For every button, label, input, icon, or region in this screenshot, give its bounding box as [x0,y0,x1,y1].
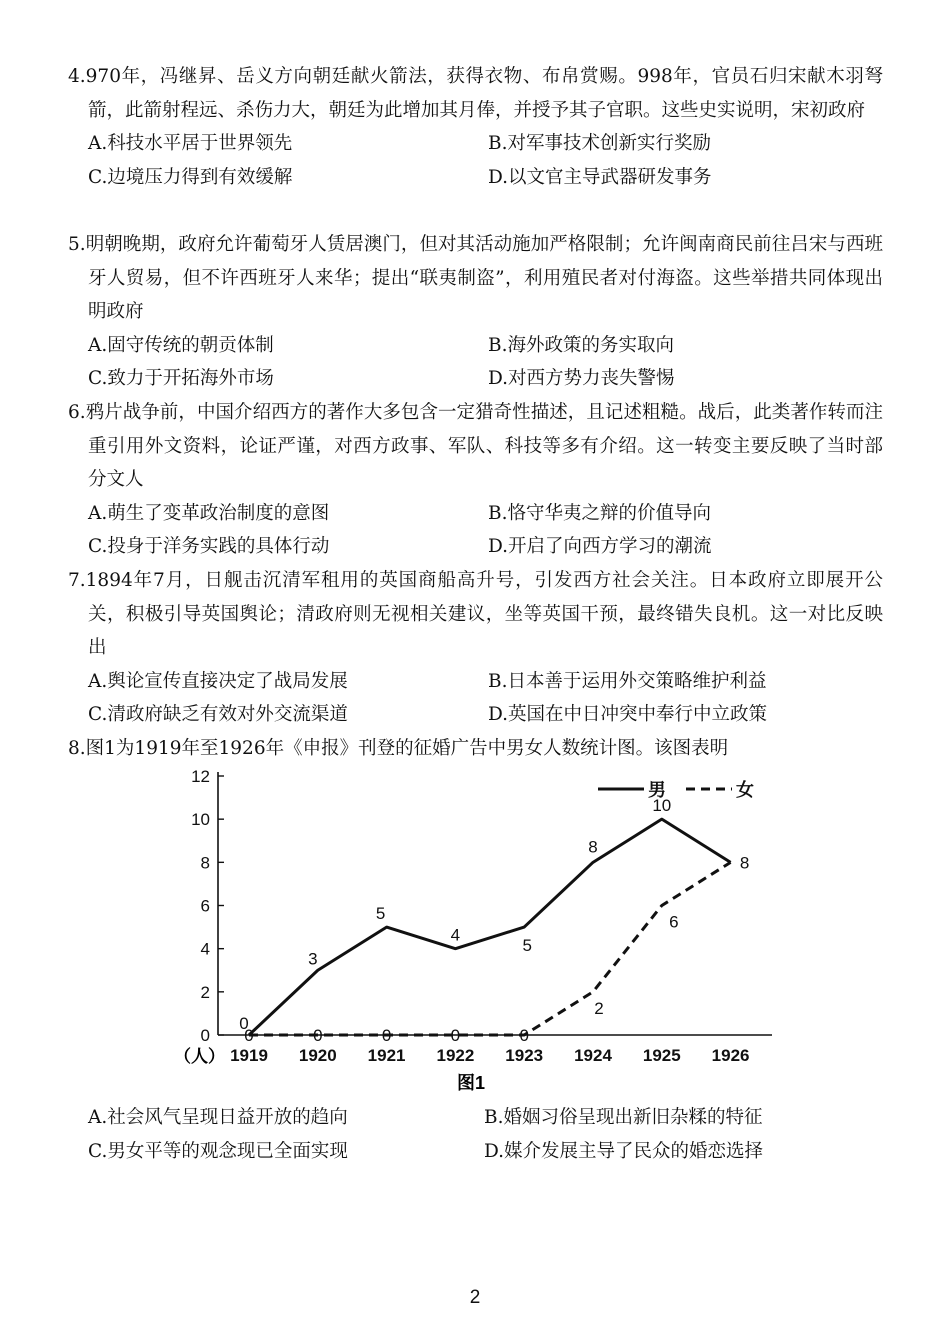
option-a[interactable]: A.舆论宣传直接决定了战局发展 [88,670,348,692]
y-tick-label: 4 [200,939,210,959]
question-stem: 4.970年，冯继昇、岳义方向朝廷献火箭法，获得衣物、布帛赏赐。998年，官员石归宋献木羽弩箭，此箭射程远、杀伤力大，朝廷为此增加其月俸，并授予其子官职。这些史实说明，宋初政府 [68,66,883,121]
option-a[interactable]: A.萌生了变革政治制度的意图 [88,502,330,524]
option-c[interactable]: C.致力于开拓海外市场 [88,368,274,389]
question-6 [68,396,883,564]
x-tick-label: 1919 [230,1046,268,1065]
question-7 [68,564,883,732]
y-tick-label: 2 [200,982,210,1002]
option-d[interactable]: D.开启了向西方学习的潮流 [488,536,712,557]
data-label: 0 [313,1026,323,1045]
question-stem: 7.1894年7月，日舰击沉清军租用的英国商船高升号，引发西方社会关注。日本政府立即展开公关，积极引导英国舆论；清政府则无视相关建议，坐等英国干预，最终错失良机。这一对比反映出 [68,570,883,658]
series-line-1 [249,862,731,1035]
y-tick-label: 6 [200,896,210,916]
option-d[interactable]: D.对西方势力丧失警惕 [488,368,675,389]
x-tick-label: 1922 [436,1046,475,1065]
data-label: 5 [522,936,532,956]
option-d[interactable]: D.以文官主导武器研发事务 [488,166,712,188]
question-stem: 5.明朝晚期，政府允许葡萄牙人赁居澳门，但对其活动施加严格限制；允许闽南商民前往吕宋与西班牙人贸易，但不许西班牙人来华；提出“联夷制盗”，利用殖民者对付海盗。这些举措共同体现出明政府 [68,234,883,322]
option-a[interactable]: A.固守传统的朝贡体制 [88,334,274,356]
question-8-options [68,1101,883,1168]
y-tick-label: 12 [191,767,210,786]
question-stem: 8.图1为1919年至1926年《申报》刊登的征婚广告中男女人数统计图。该图表明 [68,738,729,759]
x-tick-label: 1926 [711,1046,750,1065]
options-group [68,665,883,732]
x-tick-label: 1921 [367,1046,406,1065]
option-c[interactable]: C.男女平等的观念现已全面实现 [88,1140,348,1162]
data-label: 6 [669,912,679,932]
data-label: 2 [594,998,604,1018]
y-tick-label: 8 [200,853,210,873]
data-label: 0 [239,1014,249,1033]
legend-label: 女 [736,780,754,800]
data-label: 8 [588,837,598,857]
x-tick-label: 1925 [642,1046,681,1065]
chart-legend [598,779,754,800]
series-line-0 [249,819,731,1035]
data-label: 8 [739,853,750,873]
data-label: 0 [381,1026,392,1045]
chart-series [249,819,731,1035]
options-group [68,1101,883,1168]
x-tick-label: 1924 [574,1046,612,1065]
line-chart [168,762,788,1102]
chart-data-labels [239,796,749,1045]
data-label: 4 [450,925,461,945]
y-tick-label: 10 [191,810,210,830]
y-axis-label: （人） [174,1047,225,1066]
question-5 [68,228,883,396]
option-a[interactable]: A.社会风气呈现日益开放的趋向 [88,1107,348,1128]
option-a[interactable]: A.科技水平居于世界领先 [88,133,293,154]
option-b[interactable]: B.婚姻习俗呈现出新旧杂糅的特征 [484,1107,763,1128]
x-tick-label: 1923 [505,1046,544,1065]
question-4 [68,60,883,194]
question-8 [68,732,883,766]
option-b[interactable]: B.恪守华夷之辩的价值导向 [488,502,711,524]
page-number: 2 [469,1287,481,1308]
chart-title: 图1 [456,1073,486,1093]
option-c[interactable]: C.边境压力得到有效缓解 [88,166,293,188]
option-b[interactable]: B.日本善于运用外交策略维护利益 [488,670,767,692]
option-d[interactable]: D.媒介发展主导了民众的婚恋选择 [484,1140,764,1162]
x-tick-label: 1920 [298,1046,337,1065]
option-d[interactable]: D.英国在中日冲突中奉行中立政策 [488,704,768,725]
option-c[interactable]: C.投身于洋务实践的具体行动 [88,536,330,557]
option-c[interactable]: C.清政府缺乏有效对外交流渠道 [88,704,348,725]
option-b[interactable]: B.海外政策的务实取向 [488,334,674,356]
data-label: 3 [308,949,318,969]
y-tick-label: 0 [200,1026,210,1045]
chart-axes [218,772,772,1035]
options-group [68,497,883,564]
data-label: 10 [652,796,672,816]
data-label: 5 [375,904,386,924]
legend-label: 男 [648,780,666,800]
question-stem: 6.鸦片战争前，中国介绍西方的著作大多包含一定猎奇性描述，且记述粗糙。战后，此类著作转而注重引用外文资料，论证严谨，对西方政事、军队、科技等多有介绍。这一转变主要反映了当时部分文人 [68,402,883,490]
data-label: 0 [519,1026,529,1045]
option-b[interactable]: B.对军事技术创新实行奖励 [488,133,711,154]
data-label: 0 [450,1026,461,1045]
data-label: 0 [244,1026,254,1045]
options-group [68,329,883,396]
options-group [68,127,883,194]
